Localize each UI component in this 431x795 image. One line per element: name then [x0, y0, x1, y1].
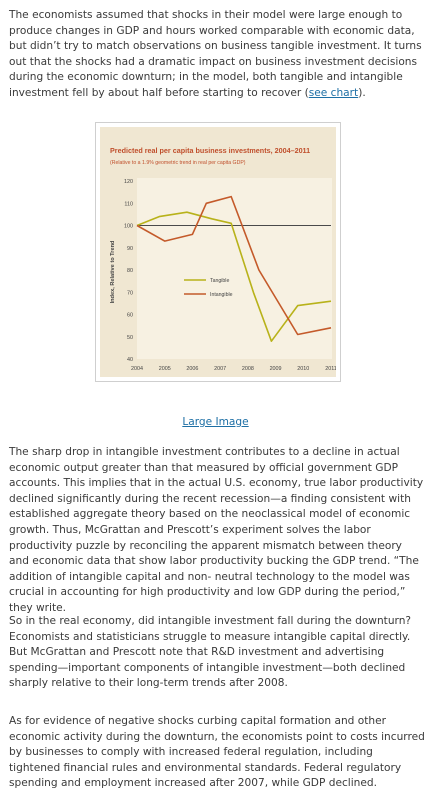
- x-tick-label: 2004: [131, 366, 143, 372]
- x-axis-ticks: [131, 366, 336, 372]
- x-tick-label: 2006: [186, 366, 199, 372]
- x-tick-label: 2008: [241, 366, 254, 372]
- x-tick-label: 2011: [325, 366, 336, 372]
- paragraph-text: The economists assumed that shocks in their model were large enough to produce changes in GDP and hours worked comparable with economic data, but didn’t try to match observations on business tangible investment. It turns out that the shocks had a dramatic impact on business investment decisions during the economic downturn; in the model, both tangible and intangible investment fell by about half before starting to recover (: [9, 9, 422, 99]
- x-tick-label: 2009: [269, 366, 282, 372]
- large-image-link[interactable]: Large Image: [182, 416, 249, 428]
- y-tick-label: 40: [127, 357, 133, 363]
- chart-subtitle: (Relative to a 1.9% geometric trend in real per capita GDP): [110, 160, 246, 166]
- y-tick-label: 100: [124, 223, 133, 230]
- article-paragraph: So in the real economy, did intangible investment fall during the downturn? Economists and statisticians struggle to measure intangible capital directly. But McGrattan and Prescott note that R&D investment and advertising spending—important components of intangible investment—both declined sharply relative to their long-term trends after 2008.: [9, 615, 412, 690]
- see-chart-link[interactable]: see chart: [308, 86, 359, 99]
- y-tick-label: 50: [127, 334, 133, 341]
- article-paragraph: As for evidence of negative shocks curbing capital formation and other economic activity during the downturn, the economists point to costs incurred by businesses to comply with increased federal regulation, including tightened financial rules and environmental standards. Federal regulatory spending and employment increased after 2007, while GDP declined.: [9, 715, 425, 790]
- legend-label-intangible: Intangible: [210, 292, 233, 298]
- x-tick-label: 2007: [214, 366, 227, 372]
- y-axis-ticks: [124, 179, 133, 363]
- y-tick-label: 70: [127, 290, 133, 297]
- y-tick-label: 90: [127, 245, 133, 252]
- paragraph-text-tail: ).: [358, 86, 366, 99]
- chart-panel: [100, 127, 336, 377]
- legend-label-tangible: Tangible: [210, 278, 230, 284]
- y-axis-label: Index, Relative to Trend: [110, 240, 116, 304]
- y-tick-label: 120: [124, 179, 133, 185]
- x-tick-label: 2005: [158, 366, 171, 372]
- x-tick-label: 2010: [297, 366, 310, 372]
- article-paragraph: [9, 8, 425, 102]
- chart-title: Predicted real per capita business investments, 2004–2011: [110, 146, 311, 155]
- y-tick-label: 80: [127, 268, 133, 274]
- chart-figure: [95, 122, 341, 382]
- y-tick-label: 60: [127, 312, 133, 319]
- investment-line-chart: [100, 127, 336, 377]
- article-paragraph: The sharp drop in intangible investment contributes to a decline in actual economic output greater than that measured by official government GDP accounts. This implies that in the actual U.S. economy, true labor productivity declined significantly during the recent recession—a finding consistent with established aggregate theory based on the neoclassical model of economic growth. Thus, McGrattan and Prescott’s experiment solves the labor productivity puzzle by reconciling the apparent mismatch between theory and economic data that show labor productivity bucking the GDP trend. “The addition of intangible capital and non- neutral technology to the model was crucial in accounting for high productivity and low GDP during the period,” they write.: [9, 446, 424, 614]
- large-image-link-row: [0, 416, 431, 428]
- y-tick-label: 110: [124, 201, 133, 208]
